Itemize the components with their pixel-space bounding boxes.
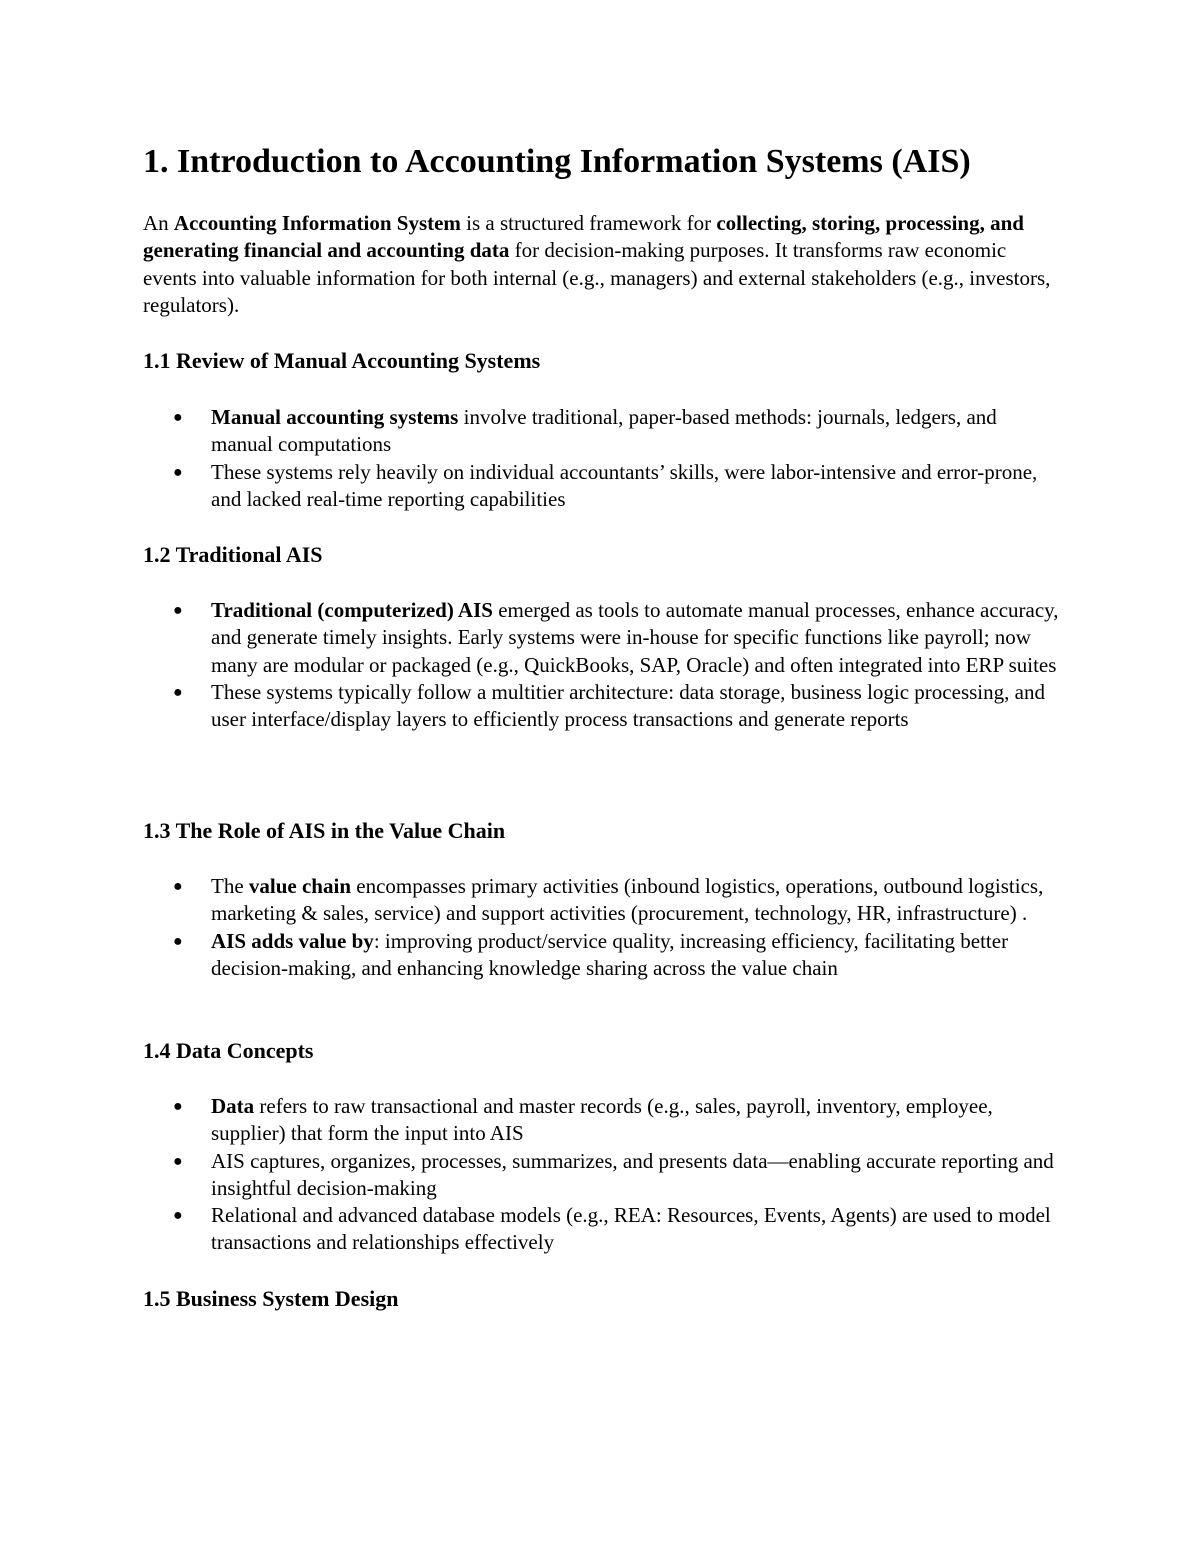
intro-paragraph xyxy=(143,210,1063,319)
bullet-icon: ● xyxy=(173,409,183,426)
section-1-2-list xyxy=(143,597,1063,733)
section-heading-1-1: 1.1 Review of Manual Accounting Systems xyxy=(143,348,541,373)
section-heading-1-3: 1.3 The Role of AIS in the Value Chain xyxy=(143,818,506,843)
bullet-icon: ● xyxy=(173,463,183,481)
bullet-icon: ● xyxy=(173,1098,183,1115)
list-item xyxy=(143,1093,1063,1148)
list-item-text: Relational and advanced database models (e.g., REA: Resources, Events, Agents) are used to model transactions and relationships effectively xyxy=(211,1203,1051,1255)
section-1-3-list xyxy=(143,873,1063,982)
intro-bold-1: Accounting Information System xyxy=(173,211,461,235)
list-item-text: AIS captures, organizes, processes, summarizes, and presents data—enabling accurate reporting and insightful decision-making xyxy=(211,1148,1054,1200)
bullet-icon: ● xyxy=(173,683,183,701)
list-item-text: refers to raw transactional and master records (e.g., sales, payroll, inventory, employee, supplier) that form the input into AIS xyxy=(211,1094,993,1146)
list-item-text: involve traditional, paper-based methods: journals, ledgers, and manual computations xyxy=(211,405,997,457)
intro-text-3: for decision-making purposes. It transforms raw economic events into valuable information for both internal (e.g., managers) and external stakeholders (e.g., investors, regulators). xyxy=(143,238,1051,317)
section-heading-1-5: 1.5 Business System Design xyxy=(143,1286,399,1311)
bullet-icon: ● xyxy=(173,878,183,895)
list-item xyxy=(143,928,1063,983)
list-item xyxy=(143,873,1063,928)
list-item-bold: value chain xyxy=(248,874,352,898)
list-item xyxy=(143,597,1063,679)
list-item xyxy=(143,679,1063,734)
section-1-4-list xyxy=(143,1093,1063,1257)
list-item-text: : improving product/service quality, increasing efficiency, facilitating better decision-making, and enhancing knowledge sharing across the value chain xyxy=(211,928,1009,980)
section-1-1-list xyxy=(143,404,1063,513)
list-item-bold: Manual accounting systems xyxy=(211,405,459,429)
intro-text-1: An xyxy=(143,211,174,235)
bullet-icon: ● xyxy=(173,1152,183,1170)
list-item-bold: Traditional (computerized) AIS xyxy=(211,598,493,622)
intro-text-2: is a structured framework for xyxy=(460,211,717,235)
list-item xyxy=(143,404,1063,459)
intro-bold-2: collecting, storing, processing, and generating financial and accounting data xyxy=(143,211,1024,263)
list-item xyxy=(143,1202,1063,1257)
list-item-text: encompasses primary activities (inbound logistics, operations, outbound logistics, marketing & sales, service) and support activities (procurement, technology, HR, infrastructure) . xyxy=(211,874,1044,926)
bullet-icon: ● xyxy=(173,1207,183,1225)
list-item-text: These systems typically follow a multitier architecture: data storage, business logic processing, and user interface/display layers to efficiently process transactions and generate reports xyxy=(211,679,1045,732)
list-item-text: These systems rely heavily on individual accountants’ skills, were labor-intensive and error-prone, and lacked real-time reporting capabilities xyxy=(211,459,1038,511)
section-heading-1-4: 1.4 Data Concepts xyxy=(143,1038,314,1063)
list-item-text: emerged as tools to automate manual processes, enhance accuracy, and generate timely insights. Early systems were in-house for specific functions like payroll; now many are modular or packaged (e.g., QuickBooks, SAP, Oracle) and often integrated into ERP suites xyxy=(211,598,1059,677)
list-item xyxy=(143,1148,1063,1203)
bullet-icon: ● xyxy=(173,602,183,619)
bullet-icon: ● xyxy=(173,932,183,950)
list-item-bold: AIS adds value by xyxy=(211,928,374,953)
list-item-text: The xyxy=(211,874,249,898)
section-heading-1-2: 1.2 Traditional AIS xyxy=(143,542,323,567)
page-title: 1. Introduction to Accounting Information Systems (AIS) xyxy=(143,143,971,180)
list-item-bold: Data xyxy=(211,1094,255,1118)
list-item xyxy=(143,459,1063,514)
